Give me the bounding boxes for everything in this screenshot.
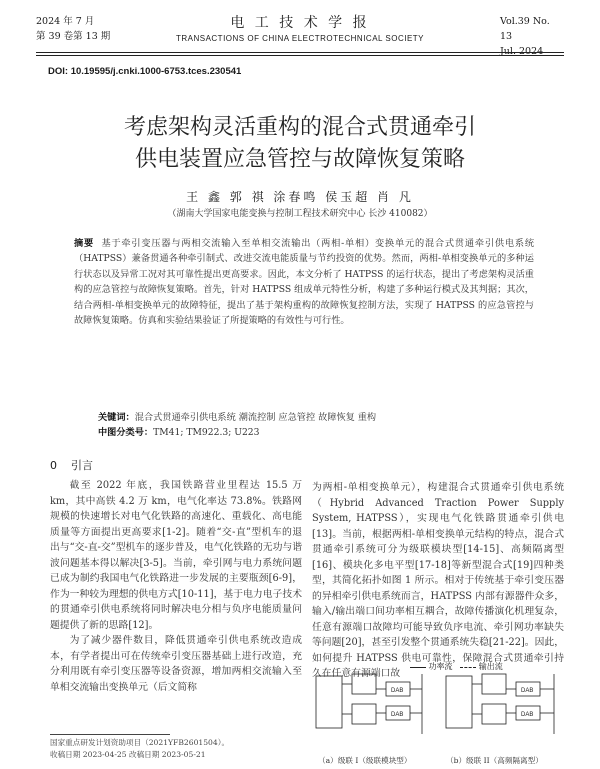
funding-note: 国家重点研发计划资助项目（2021YFB2601504）。	[50, 738, 230, 747]
header-journal-name	[36, 14, 564, 46]
journal-name-cn: 电 工 技 术 学 报	[230, 15, 370, 31]
clc-label: 中图分类号：	[98, 427, 154, 438]
converter-block	[482, 674, 506, 694]
topology-a	[316, 674, 422, 734]
transformer-block	[316, 676, 342, 728]
dab-label: DAB	[521, 688, 534, 694]
figure-caption-b: （b）级联 II（高频隔离型）	[446, 756, 543, 765]
title-line-2: 供电装置应急管控与故障恢复策略	[134, 147, 465, 172]
paragraph: 为两相-单相变换单元），构建混合式贯通牵引供电系统（Hybrid Advanced Traction Power Supply System, HATPSS），实现电气化铁路贯通牵引供电[13]。当前，根据两相-单相变换单元结构的特点，混合式贯通牵引系统可分为级联模块型[14-15]、高频隔离型[16]、模块化多电平型[17-18]等新型混合式[19]四种类型，其简化拓扑如图 1 所示。相对于传统基于牵引变压器的异相牵引供电系统而言，HATPSS 内部有源器件众多，输入/输出端口间功率相互耦合，故障传播演化机理复杂，任意有源端口故障均可能导致负序电流、牵引网功率缺失等问题[20]，甚至引发整个贯通系统失稳[21-22]。因此，如何提升 HATPSS 供电可靠性，保障混合式贯通牵引持久在任意有源端口故	[312, 482, 564, 679]
footnote	[50, 737, 229, 761]
dab-label: DAB	[521, 712, 534, 718]
header-rule-thin	[36, 55, 564, 56]
abstract-label: 摘要	[74, 238, 94, 249]
abstract-text: 基于牵引变压器与两相交流输入至单相交流输出（两相-单相）变换单元的混合式贯通牵引供电系统（HATPSS）兼备贯通各种牵引制式、改进交流电能质量与节约投资的优势。然而，两相-单相变换单元的多种运行状态以及异常工况对其可靠性提出更高要求。因此，本文分析了 HATPSS 的运行状态，提出了考虑架构灵活重构的应急管控与故障恢复策略。首先，针对 HATPSS 组成单元特性分析，构建了多种运行模式及其判据；其次，结合两相-单相变换单元的故障特征，提出了基于架构重构的故障恢复控制方法，实现了 HATPSS 的应急管控与故障恢复策略。仿真和实验结果验证了所提策略的有效性与可行性。	[74, 238, 535, 327]
topology-b	[446, 674, 554, 734]
received-dates: 收稿日期 2023-04-25 改稿日期 2023-05-21	[50, 750, 206, 759]
transformer-block	[446, 676, 472, 728]
figure-caption-a: （a）级联 I（级联模块型）	[318, 756, 412, 765]
issue-volume: 第 39 卷第 13 期	[36, 31, 111, 42]
converter-block	[352, 674, 376, 694]
converter-block	[352, 704, 376, 724]
journal-name-en: TRANSACTIONS OF CHINA ELECTROTECHNICAL SOCIETY	[175, 34, 425, 43]
paragraph: 截至 2022 年底，我国铁路营业里程达 15.5 万 km，其中高铁 4.2 万 km，电气化率达 73.8%。铁路网规模的快速增长对电气化铁路的高速化、重载化、高电能质量等方面提出更高要求[1-2]。随着“交-直”型机车的退出与“交-直-交”型机车的逐步普及，电气化铁路的无功与谐波问题基本得以解决[3-5]。当前，牵引网与电力系统问题已成为制约我国电气化铁路进一步发展的主要瓶颈[6-9]，作为一种较为理想的供电方式[10-11]，基于电力电子技术的贯通牵引供电系统将同时解决电分相与负序电能质量问题提供了新的思路[12]。	[50, 480, 302, 631]
header-rule	[36, 52, 564, 53]
figure-1-topology	[312, 664, 564, 754]
converter-block	[482, 704, 506, 724]
right-column	[312, 480, 564, 682]
keywords-block	[98, 410, 538, 440]
keywords-label: 关键词：	[98, 412, 135, 423]
section-heading	[50, 457, 107, 473]
left-column	[50, 478, 302, 695]
clc-text: TM41; TM922.3; U223	[153, 427, 260, 438]
affiliation: （湖南大学国家电能变换与控制工程技术研究中心 长沙 410082）	[167, 209, 433, 219]
title-line-1: 考虑架构灵活重构的混合式贯通牵引	[123, 115, 476, 140]
section-number: 0	[50, 459, 57, 472]
abstract	[74, 236, 534, 328]
authors: 王 鑫 郭 祺 涂春鸣 侯玉超 肖 凡	[186, 190, 414, 204]
keywords-text: 混合式贯通牵引供电系统 潮流控制 应急管控 故障恢复 重构	[134, 412, 377, 423]
paper-title	[0, 112, 600, 176]
issue-date: 2024 年 7 月	[36, 16, 95, 27]
doi[interactable]: DOI: 10.19595/j.cnki.1000-6753.tces.230541	[48, 66, 242, 77]
footnote-rule	[50, 734, 170, 735]
dab-label: DAB	[391, 688, 404, 694]
section-title: 引言	[71, 459, 93, 472]
paragraph: 为了减少器件数目，降低贯通牵引供电系统改造成本，有学者提出可在传统牵引变压器基础上进行改造，充分利用既有牵引变压器等设备资源，增加两相交流输入至单相交流输出变换单元（后文简称	[50, 635, 302, 693]
legend-output-flow: 输出流	[478, 662, 503, 671]
dab-label: DAB	[391, 712, 404, 718]
legend-power-flow: 功率流	[428, 662, 453, 671]
journal-header	[36, 14, 564, 57]
volume-number: Vol.39 No. 13	[500, 16, 550, 42]
month-year: Jul. 2024	[500, 46, 544, 57]
